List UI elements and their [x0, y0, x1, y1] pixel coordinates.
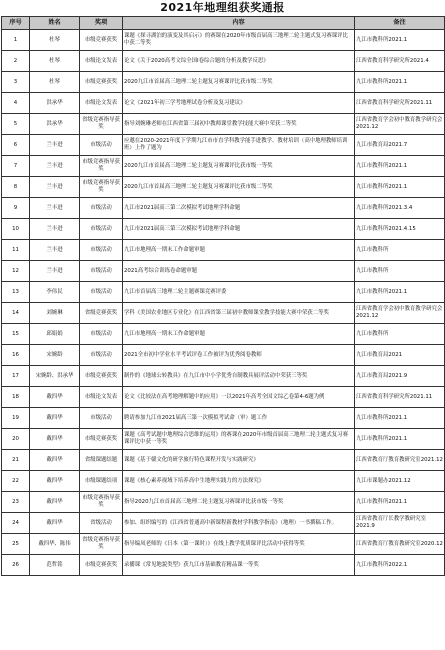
table-row [2, 471, 445, 492]
cell-content: 指导刘婉琳老师在江西省第三届初中教师课堂教学技能大赛中荣获二等奖 [123, 114, 355, 135]
table-row [2, 387, 445, 408]
cell-content: 制作的《地球公转教具》在九江市中小学优秀自制教具展评活动中荣获三等奖 [123, 366, 355, 387]
cell-award-type: 市级活动 [80, 261, 123, 282]
cell-note: 九江市教科所2021.1 [355, 30, 445, 51]
cell-award-type: 市级竞赛指导获奖 [80, 177, 123, 198]
cell-award-type: 市级论文发表 [80, 93, 123, 114]
cell-name: 杜琴 [30, 30, 80, 51]
cell-number: 13 [2, 282, 30, 303]
cell-note: 九江市教育局2021.9 [355, 366, 445, 387]
cell-name: 兰丰进 [30, 261, 80, 282]
cell-number: 12 [2, 261, 30, 282]
cell-award-type: 市级活动 [80, 198, 123, 219]
table-row [2, 261, 445, 282]
cell-content: 应邀在2020-2021年度下学期九江市市直学科教学能手进教学、教材培训（高中地理教师培训班）上作了题为 [123, 135, 355, 156]
cell-number: 17 [2, 366, 30, 387]
cell-number: 10 [2, 219, 30, 240]
cell-number: 3 [2, 72, 30, 93]
cell-award-type: 市级竞赛获奖 [80, 366, 123, 387]
cell-award-type: 市级竞赛获奖 [80, 72, 123, 93]
cell-name: 戴四华 [30, 450, 80, 471]
cell-content: 学科《美国农业地区专业化》在江西省第三届初中教师课堂教学技能大赛中荣获二等奖 [123, 303, 355, 324]
cell-note: 江西省教育厅教育教研究室2020.12 [355, 534, 445, 555]
cell-award-type: 市级竞赛获奖 [80, 429, 123, 450]
table-row [2, 324, 445, 345]
table-row [2, 135, 445, 156]
cell-number: 14 [2, 303, 30, 324]
cell-number: 22 [2, 471, 30, 492]
cell-award-type: 市级论文发表 [80, 51, 123, 72]
cell-award-type: 市级活动 [80, 324, 123, 345]
cell-name: 戴四华 [30, 471, 80, 492]
column-header-award: 奖项 [80, 17, 123, 30]
cell-name: 戴四华 [30, 387, 80, 408]
cell-content: 论文《关于2020高考文综全国I卷综合题的分析及教学反思》 [123, 51, 355, 72]
cell-content: 指导编凤老师的《日本（第一课时）》在线上教学优质课评比活动中获得等奖 [123, 534, 355, 555]
cell-name: 戴四华 [30, 408, 80, 429]
table-row [2, 492, 445, 513]
cell-note: 江西省教育厅长教学教研究室2021.9 [355, 513, 445, 534]
cell-note: 九江市教科所 [355, 324, 445, 345]
cell-number: 24 [2, 513, 30, 534]
cell-award-type: 市级竞赛指导获奖 [80, 156, 123, 177]
cell-content: 课题《高考试题中地理综合思维的运用》的赛课在2020年市级首届高三地理二轮主题式复习赛课评比中获一等奖 [123, 429, 355, 450]
cell-award-type: 省级活动 [80, 513, 123, 534]
cell-note: 江西省教育厅教育教研究室2021.12 [355, 450, 445, 471]
cell-number: 19 [2, 408, 30, 429]
cell-content: 2020九江市首届高三地理二轮主题复习赛课评比获市级一等奖 [123, 156, 355, 177]
table-row [2, 30, 445, 51]
cell-note: 九江市课题办2021.12 [355, 471, 445, 492]
cell-note: 江西省教育科学研究所2021.4 [355, 51, 445, 72]
cell-content: 九江市地理高一期末工作命题审题 [123, 240, 355, 261]
cell-award-type: 市级活动 [80, 135, 123, 156]
cell-note: 江西省教育科学研究所2021.11 [355, 93, 445, 114]
cell-name: 李伟民 [30, 282, 80, 303]
cell-award-type: 市级活动 [80, 408, 123, 429]
cell-award-type: 市级活动 [80, 219, 123, 240]
cell-number: 18 [2, 387, 30, 408]
cell-content: 2020九江市首届高三地理二轮主题复习赛课评比获市级二等奖 [123, 72, 355, 93]
cell-content: 聘请参加九江市2021届高三第一次模拟考试命（审）题工作 [123, 408, 355, 429]
cell-number: 25 [2, 534, 30, 555]
table-row [2, 93, 445, 114]
cell-content: 课题《核心素养视域下培养高中生地理实践力的方法探究》 [123, 471, 355, 492]
table-header-row [2, 17, 445, 30]
cell-award-type: 省级竞赛指导获奖 [80, 534, 123, 555]
cell-name: 杜琴 [30, 72, 80, 93]
cell-note: 九江市教科所2021.4.15 [355, 219, 445, 240]
cell-content: 参加、组织编写的《江西省普通高中新课程新教材学科教学指南》（地理）一书撰稿工作。 [123, 513, 355, 534]
cell-name: 宋婉龄 [30, 345, 80, 366]
cell-award-type: 省级课题结题 [80, 450, 123, 471]
cell-award-type: 市级活动 [80, 282, 123, 303]
cell-award-type: 市级竞赛获奖 [80, 30, 123, 51]
award-table [1, 16, 445, 576]
table-row [2, 429, 445, 450]
table-row [2, 450, 445, 471]
cell-content: 录播课《常见地貌类型》获九江市基础教育精品课一等奖 [123, 555, 355, 576]
cell-note: 九江市教科所 [355, 261, 445, 282]
cell-name: 戴四华、陈伟 [30, 534, 80, 555]
page-title: 2021年地理组获奖通报 [160, 1, 285, 14]
cell-award-type: 省级竞赛获奖 [80, 303, 123, 324]
cell-note: 九江市教科所2021.1 [355, 156, 445, 177]
cell-note: 九江市教科所2021.1 [355, 408, 445, 429]
cell-name: 戴四华 [30, 492, 80, 513]
cell-number: 26 [2, 555, 30, 576]
table-row [2, 114, 445, 135]
table-row [2, 366, 445, 387]
cell-award-type: 市级竞赛指导获奖 [80, 492, 123, 513]
cell-number: 6 [2, 135, 30, 156]
cell-note: 江西省教育科学研究所2021.11 [355, 387, 445, 408]
cell-content: 九江市2021届高三第三次模拟考试地理学科命题 [123, 219, 355, 240]
table-row [2, 555, 445, 576]
cell-note: 九江市教科所2021.1 [355, 429, 445, 450]
table-row [2, 513, 445, 534]
cell-content: 论文《比较法在高考地理解题中的应用》一以2021年高考全国文综乙卷第4-6题为例 [123, 387, 355, 408]
cell-name: 兰丰进 [30, 156, 80, 177]
cell-number: 16 [2, 345, 30, 366]
cell-name: 洪承华 [30, 114, 80, 135]
cell-note: 江西省教育学会初中教育教学研究会2021.12 [355, 303, 445, 324]
column-header-note: 备注 [355, 17, 445, 30]
cell-name: 戴四华 [30, 513, 80, 534]
cell-note: 九江市教科所2021.3.4 [355, 198, 445, 219]
cell-number: 5 [2, 114, 30, 135]
cell-number: 20 [2, 429, 30, 450]
cell-number: 2 [2, 51, 30, 72]
cell-name: 兰丰进 [30, 219, 80, 240]
cell-name: 兰丰进 [30, 135, 80, 156]
table-row [2, 240, 445, 261]
cell-name: 范哲铭 [30, 555, 80, 576]
cell-award-type: 市级竞赛获奖 [80, 555, 123, 576]
cell-number: 11 [2, 240, 30, 261]
cell-award-type: 市级活动 [80, 240, 123, 261]
cell-note: 九江市教育局2021 [355, 345, 445, 366]
cell-note: 九江市教科所2021.1 [355, 177, 445, 198]
table-row [2, 51, 445, 72]
table-row [2, 177, 445, 198]
cell-number: 1 [2, 30, 30, 51]
cell-award-type: 省级竞赛指导获奖 [80, 114, 123, 135]
cell-content: 九江市2021届高三第二次模拟考试地理学科命题 [123, 198, 355, 219]
table-row [2, 345, 445, 366]
cell-note: 九江市教育局2021.7 [355, 135, 445, 156]
cell-content: 论文《2021年初三学考地理试卷分析及复习建议》 [123, 93, 355, 114]
table-row [2, 156, 445, 177]
table-row [2, 408, 445, 429]
cell-name: 邱娟娟 [30, 324, 80, 345]
cell-number: 15 [2, 324, 30, 345]
table-body [2, 30, 445, 576]
cell-content: 九江市首届高三地理二轮主题赛课竞赛评委 [123, 282, 355, 303]
cell-number: 21 [2, 450, 30, 471]
cell-name: 戴四华 [30, 429, 80, 450]
cell-content: 九江市地理高一期末工作命题审题 [123, 324, 355, 345]
column-header-number: 序号 [2, 17, 30, 30]
table-row [2, 303, 445, 324]
cell-note: 江西省教育学会初中教育教学研究会2021.12 [355, 114, 445, 135]
cell-number: 9 [2, 198, 30, 219]
cell-award-type: 市级论文发表 [80, 387, 123, 408]
cell-name: 兰丰进 [30, 240, 80, 261]
cell-number: 4 [2, 93, 30, 114]
cell-note: 九江市教科所2021.1 [355, 72, 445, 93]
cell-award-type: 市级活动 [80, 345, 123, 366]
cell-content: 指导2020九江市首届高三地理二轮主题复习赛课评比获市级一等奖 [123, 492, 355, 513]
column-header-name: 姓名 [30, 17, 80, 30]
cell-number: 23 [2, 492, 30, 513]
cell-content: 2020九江市首届高三地理二轮主题复习赛课评比获市级二等奖 [123, 177, 355, 198]
cell-content: 2021高考综合训练卷命题审题 [123, 261, 355, 282]
cell-name: 刘婉琳 [30, 303, 80, 324]
cell-content: 课题《探寻湖泊的演变及其启示》的赛课在2020年市级首届高三地理二轮主题式复习赛课评比中获二等奖 [123, 30, 355, 51]
table-row [2, 282, 445, 303]
cell-note: 九江市教科所2021.1 [355, 282, 445, 303]
table-row [2, 534, 445, 555]
column-header-content: 内容 [123, 17, 355, 30]
cell-name: 宋婉龄、洪承华 [30, 366, 80, 387]
cell-name: 洪承华 [30, 93, 80, 114]
cell-number: 8 [2, 177, 30, 198]
table-row [2, 219, 445, 240]
table-row [2, 198, 445, 219]
cell-name: 兰丰进 [30, 198, 80, 219]
cell-note: 九江市教科所 [355, 240, 445, 261]
cell-name: 兰丰进 [30, 177, 80, 198]
cell-note: 九江市教科所2021.1 [355, 492, 445, 513]
cell-name: 杜琴 [30, 51, 80, 72]
cell-content: 2021全市初中学业水平考试评卷工作被评为优秀阅卷教师 [123, 345, 355, 366]
cell-note: 九江市教科所2022.1 [355, 555, 445, 576]
cell-number: 7 [2, 156, 30, 177]
cell-award-type: 市级课题结项 [80, 471, 123, 492]
cell-content: 课题《基于赣文化的研学旅行特色课程开发与实践研究》 [123, 450, 355, 471]
table-row [2, 72, 445, 93]
